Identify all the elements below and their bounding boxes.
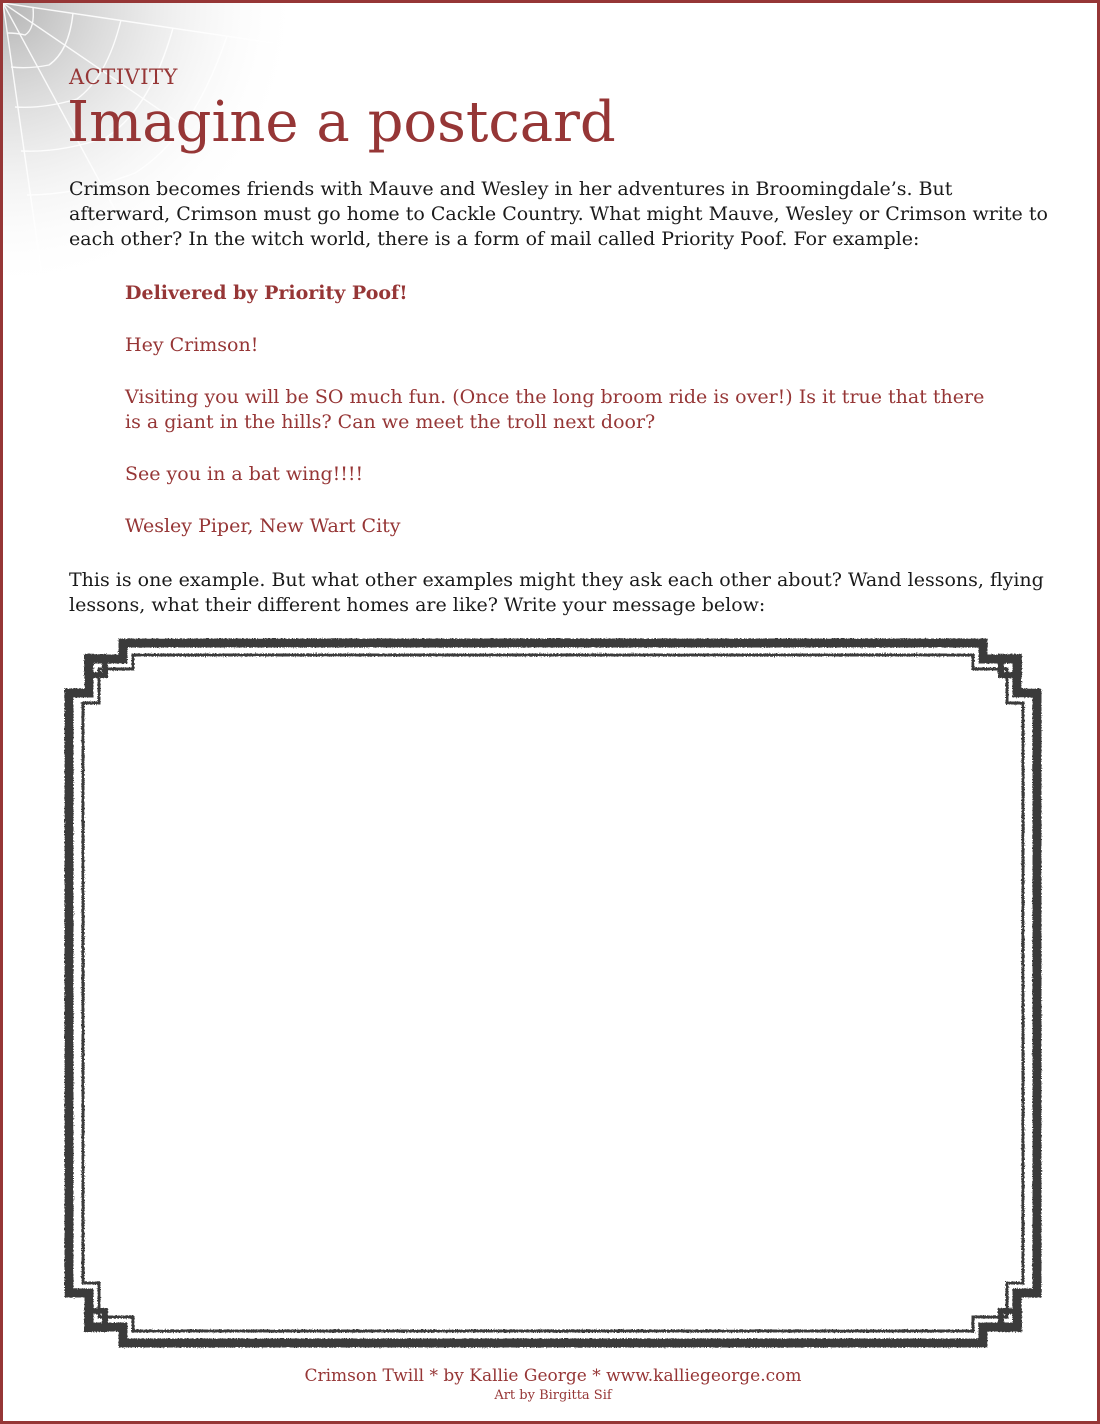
activity-label: ACTIVITY	[69, 65, 178, 89]
page-title: Imagine a postcard	[67, 90, 616, 155]
intro-paragraph: Crimson becomes friends with Mauve and Wesley in her adventures in Broomingdale’s. But afterward, Crimson must go home to Cackle Country. What might Mauve, Wesley or Crimson write to each other? In the witch world, there is a form of mail called Priority Poof. For example:	[69, 178, 1048, 250]
footer	[3, 1365, 1100, 1405]
example-body: Visiting you will be SO much fun. (Once the long broom ride is over!) Is it true that there is a giant in the hills? Can we meet the troll next door?	[125, 386, 985, 433]
example-closing: See you in a bat wing!!!!	[125, 463, 364, 485]
footer-credit: Crimson Twill * by Kallie George * www.kalliegeorge.com	[304, 1366, 802, 1386]
example-postcard	[125, 281, 995, 539]
followup-paragraph: This is one example. But what other examples might they ask each other about? Wand lessons, flying lessons, what their different homes are like? Write your message below:	[69, 569, 1044, 616]
example-greeting: Hey Crimson!	[125, 334, 259, 356]
message-writing-area[interactable]	[87, 663, 1019, 1323]
footer-art-credit: Art by Birgitta Sif	[494, 1388, 612, 1403]
example-signature: Wesley Piper, New Wart City	[125, 515, 401, 537]
example-heading: Delivered by Priority Poof!	[125, 282, 408, 304]
